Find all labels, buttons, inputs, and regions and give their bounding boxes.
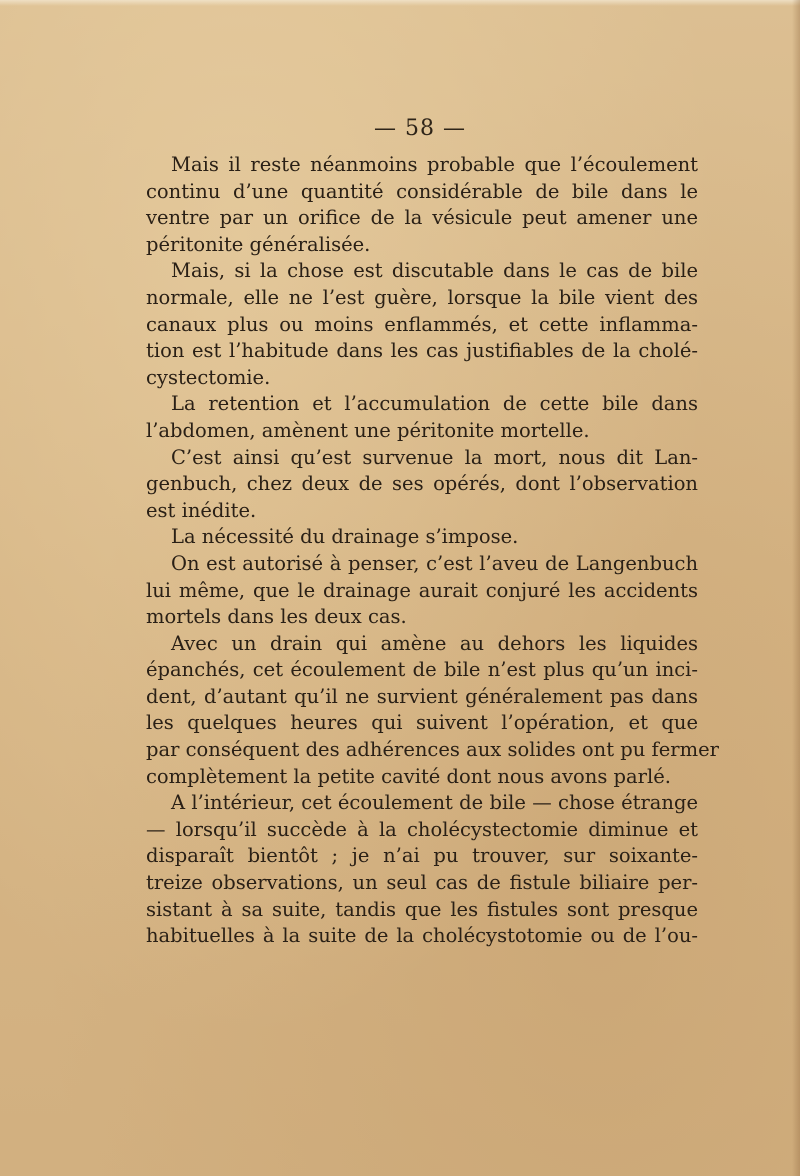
text-line: C’est ainsi qu’est survenue la mort, nous dit Lan- (171, 445, 698, 469)
text-line: Mais il reste néanmoins probable que l’écoulement (171, 153, 698, 176)
text-line: Avec un drain qui amène au dehors les liquides (171, 631, 698, 655)
page-top-edge (0, 0, 800, 6)
text-line: l’abdomen, amènent une péritonite mortelle. (146, 418, 590, 442)
text-line: La nécessité du drainage s’impose. (171, 525, 519, 549)
text-line: disparaît bientôt ; je n’ai pu trouver, sur soixante- (146, 844, 698, 868)
text-line: est inédite. (146, 498, 257, 522)
page-right-edge (792, 0, 800, 1176)
text-line: ventre par un orifice de la vésicule peut amener une (146, 206, 698, 230)
text-line: La retention et l’accumulation de cette bile dans (171, 392, 698, 416)
text-line: — lorsqu’il succède à la cholécystectomie diminue et (146, 817, 698, 841)
text-line: par conséquent des adhérences aux solides ont pu fermer (146, 738, 719, 762)
text-line: tion est l’habitude dans les cas justifiables de la cholé- (146, 339, 698, 363)
text-line: continu d’une quantité considérable de bile dans le (146, 179, 698, 203)
text-line: les quelques heures qui suivent l’opération, et que (146, 711, 698, 735)
text-line: A l’intérieur, cet écoulement de bile — chose étrange (171, 791, 698, 815)
text-line: On est autorisé à penser, c’est l’aveu de Langenbuch (171, 551, 698, 575)
body-text (146, 152, 719, 950)
text-line: canaux plus ou moins enflammés, et cette inflamma- (146, 312, 698, 336)
page-number: — 58 — (374, 116, 466, 141)
text-line: dent, d’autant qu’il ne survient généralement pas dans (146, 684, 698, 708)
text-line: cystectomie. (146, 365, 271, 389)
text-line: habituelles à la suite de la cholécystotomie ou de l’ou- (146, 924, 698, 948)
text-line: lui même, que le drainage aurait conjuré les accidents (146, 578, 698, 602)
text-line: complètement la petite cavité dont nous avons parlé. (146, 764, 671, 788)
text-line: genbuch, chez deux de ses opérés, dont l’observation (146, 472, 698, 496)
text-line: mortels dans les deux cas. (146, 605, 407, 629)
text-line: normale, elle ne l’est guère, lorsque la bile vient des (146, 285, 698, 309)
text-line: sistant à sa suite, tandis que les fistules sont presque (146, 897, 698, 921)
text-line: Mais, si la chose est discutable dans le cas de bile (171, 259, 698, 283)
text-line: treize observations, un seul cas de fistule biliaire per- (146, 871, 698, 895)
text-line: péritonite généralisée. (146, 232, 371, 256)
text-line: épanchés, cet écoulement de bile n’est plus qu’un inci- (146, 658, 698, 682)
